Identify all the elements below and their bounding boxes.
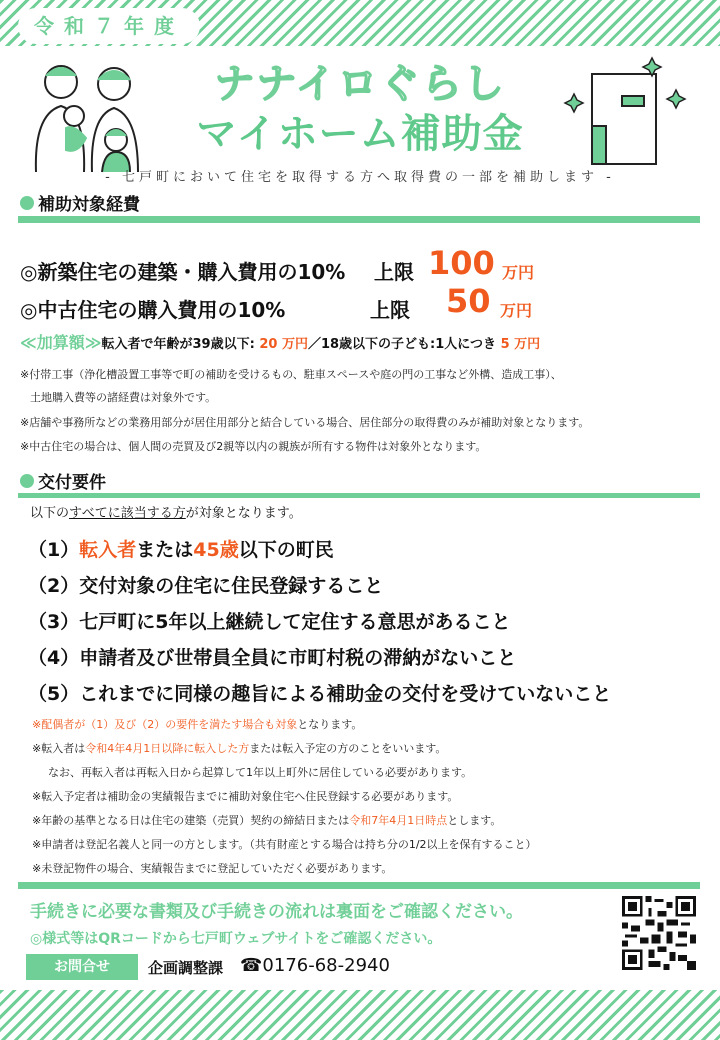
used-house-limit-label: 上限 (370, 298, 410, 322)
subsidy-note: ※付帯工事（浄化槽設置工事等で町の補助を受けるもの、駐車スペースや庭の門の工事など外構、造成工事）、 (20, 368, 562, 381)
note5-highlight: 令和7年4月1日時点 (349, 814, 448, 827)
new-house-line: ◎新築住宅の建築・購入費用の10% (20, 260, 346, 284)
program-title: マイホーム補助金 (196, 111, 524, 157)
requirement-note-2 (32, 740, 446, 756)
requirement-note-6: ※申請者は登記名義人と同一の方とします。（共有財産とする場合は持ち分の1/2以上を保有すること） (32, 838, 537, 851)
qr-code-icon[interactable] (622, 896, 696, 970)
section-divider (18, 493, 700, 498)
req1-post: 以下の町民 (238, 539, 334, 561)
requirement-note-7: ※未登記物件の場合、実績報告までに登記していただく必要があります。 (32, 862, 393, 875)
new-house-amount: 100 (428, 244, 495, 282)
requirements-heading-text: 交付要件 (38, 473, 106, 493)
subsidy-note: 土地購入費等の諸経費は対象外です。 (30, 391, 217, 404)
requirements-intro (30, 502, 302, 521)
note2-highlight: 令和4年4月1日以降に転入した方 (85, 742, 250, 755)
contact-department: 企画調整課 (148, 959, 224, 977)
requirement-item-1 (28, 535, 334, 562)
house-illustration (560, 52, 690, 170)
intro-underline: すべてに該当する方 (69, 506, 186, 521)
bonus-amount-2: 5 万円 (500, 337, 541, 352)
bullet-dot-icon (20, 474, 34, 488)
new-house-limit-label: 上限 (374, 260, 414, 284)
note5-pre: ※年齢の基準となる日は住宅の建築（売買）契約の締結日または (32, 814, 350, 827)
subsidy-section-heading (20, 190, 140, 215)
used-house-line: ◎中古住宅の購入費用の10% (20, 298, 286, 322)
requirement-note-3: なお、再転入者は再転入日から起算して1年以上町外に居住している必要があります。 (48, 766, 473, 779)
contact-phone[interactable]: ☎0176-68-2940 (240, 955, 390, 976)
requirement-note-5 (32, 812, 501, 828)
used-house-unit: 万円 (500, 301, 533, 320)
procedure-notice: 手続きに必要な書類及び手続きの流れは裏面をご確認ください。 (30, 902, 523, 922)
bonus-amount-1: 20 万円 (259, 337, 308, 352)
req1-highlight-age: 45歳 (193, 539, 239, 561)
program-subtitle: ナナイロぐらし (214, 61, 506, 107)
intro-post: が対象となります。 (185, 506, 302, 521)
bonus-text-1: 転入者で年齢が39歳以下: (101, 337, 255, 352)
fiscal-year-badge: 令和７年度 (18, 8, 200, 44)
requirement-item-4: （4）申請者及び世帯員全員に市町村税の滞納がないこと (28, 647, 517, 669)
requirement-note-1 (32, 716, 362, 732)
bullet-dot-icon (20, 196, 34, 210)
section-divider (18, 216, 700, 223)
bonus-label: ≪加算額≫ (20, 333, 102, 352)
subsidy-heading-text: 補助対象経費 (38, 195, 140, 215)
note1-highlight: ※配偶者が（1）及び（2）の要件を満たす場合も対象 (32, 718, 298, 731)
new-house-unit: 万円 (502, 263, 535, 282)
req1-highlight-transfer: 転入者 (79, 539, 137, 561)
note5-post: とします。 (447, 814, 502, 827)
family-illustration (26, 54, 156, 174)
requirement-item-5: （5）これまでに同様の趣旨による補助金の交付を受けていないこと (28, 683, 612, 705)
intro-pre: 以下の (30, 506, 70, 521)
requirements-section-heading (20, 468, 106, 493)
req1-number: （1） (28, 539, 80, 561)
requirement-note-4: ※転入予定者は補助金の実績報告までに補助対象住宅へ住民登録する必要があります。 (32, 790, 459, 803)
program-tagline: - 七戸町において住宅を取得する方へ取得費の一部を補助します - (105, 170, 615, 185)
bonus-text-2: ／18歳以下の子ども:1人につき (307, 337, 497, 352)
bonus-line (20, 330, 540, 353)
req1-mid: または (136, 539, 194, 561)
subsidy-note: ※中古住宅の場合は、個人間の売買及び2親等以内の親族が所有する物件は対象外となります。 (20, 440, 487, 453)
footer-divider (18, 882, 700, 889)
contact-label: お問合せ (26, 954, 138, 980)
qr-notice: ◎様式等はQRコードから七戸町ウェブサイトをご確認ください。 (30, 931, 442, 947)
note1-post: となります。 (297, 718, 363, 731)
requirement-item-2: （2）交付対象の住宅に住民登録すること (28, 575, 384, 597)
subsidy-note: ※店舗や事務所などの業務用部分が居住用部分と結合している場合、居住部分の取得費のみが補助対象となります。 (20, 416, 590, 429)
note2-pre: ※転入者は (32, 742, 86, 755)
note2-post: または転入予定の方のことをいいます。 (249, 742, 447, 755)
bottom-stripe-band (0, 990, 720, 1040)
used-house-amount: 50 (446, 282, 491, 320)
requirement-item-3: （3）七戸町に5年以上継続して定住する意思があること (28, 611, 511, 633)
